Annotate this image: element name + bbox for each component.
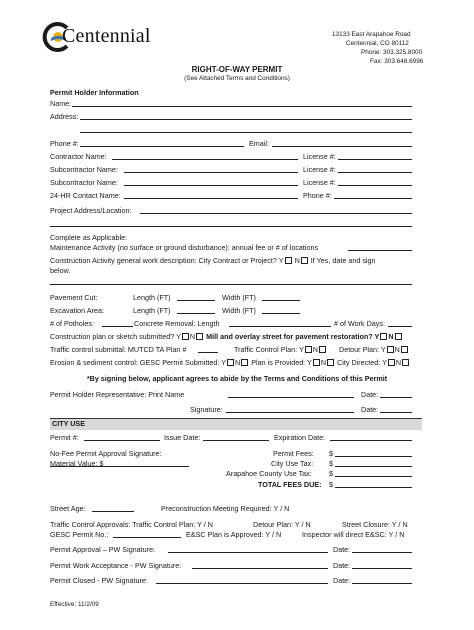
excavation-width-label: Width (FT) — [222, 306, 256, 315]
total-fees-field[interactable] — [335, 487, 412, 488]
print-name-field[interactable] — [228, 397, 354, 398]
work-days-field[interactable] — [388, 326, 412, 327]
pavement-length-label: Length (FT) — [133, 293, 171, 302]
address-field-2[interactable] — [80, 132, 412, 133]
email-label: Email: — [249, 139, 269, 148]
no-fee-signature-label: No-Fee Permit Approval Signature: — [50, 449, 162, 458]
acceptance-signature-label: Permit Work Acceptance - PW Signature: — [50, 561, 182, 570]
maintenance-label: Maintenance Activity (no surface or ground disturbance): annual fee or # of locations — [50, 243, 319, 252]
street-closure-label: Street Closure: Y / N — [342, 520, 408, 529]
acceptance-signature-field[interactable] — [192, 568, 328, 569]
permit-fees-field[interactable] — [335, 456, 412, 457]
mill-yes-checkbox[interactable] — [380, 333, 387, 340]
address-label: Address: — [50, 112, 79, 121]
pavement-width-field[interactable] — [262, 300, 300, 301]
street-age-label: Street Age: — [50, 504, 86, 513]
acceptance-date-field[interactable] — [352, 568, 412, 569]
traffic-plan-yes-checkbox[interactable] — [305, 346, 312, 353]
holder-section-heading: Permit Holder Information — [50, 88, 139, 97]
construction-description-field[interactable] — [50, 284, 412, 285]
permit-no-label: Permit #: — [50, 433, 79, 442]
project-address-label: Project Address/Location: — [50, 206, 132, 215]
concrete-removal-label: Concrete Removal: Length — [134, 319, 220, 328]
potholes-label: # of Potholes: — [50, 319, 94, 328]
logo-text: Centennial — [62, 25, 151, 47]
contact-phone-field[interactable] — [334, 198, 412, 199]
expiration-date-field[interactable] — [330, 440, 412, 441]
pavement-length-field[interactable] — [177, 300, 215, 301]
issue-date-field[interactable] — [203, 440, 269, 441]
contact-24hr-label: 24-HR Contact Name: — [50, 191, 121, 200]
subcontractor-label: Subcontractor Name: — [50, 165, 118, 174]
construction-label: Construction Activity general work description: City Contract or Project? Y N If Yes, date and sign — [50, 256, 376, 265]
subcontractor-2-label: Subcontractor Name: — [50, 178, 118, 187]
approval-signature-label: Permit Approval – PW Signature: — [50, 545, 156, 554]
holder-rep-label: Permit Holder Representative: Print Name — [50, 390, 185, 399]
expiration-date-label: Expiration Date: — [274, 433, 326, 442]
permit-no-field[interactable] — [84, 440, 160, 441]
work-days-label: # of Work Days: — [334, 319, 385, 328]
effective-date: Effective: 11/2/09 — [50, 601, 99, 608]
use-tax-dollar: $ — [329, 459, 333, 468]
phone-field[interactable] — [80, 146, 244, 147]
name-label: Name: — [50, 99, 72, 108]
issue-date-label: Issue Date: — [164, 433, 201, 442]
inspector-label: Inspector will direct E&SC: Y / N — [302, 530, 405, 539]
excavation-area-label: Excavation Area: — [50, 306, 104, 315]
project-address-field[interactable] — [140, 213, 412, 214]
signature-date-field[interactable] — [380, 412, 412, 413]
signature-label: Signature: — [190, 405, 223, 414]
address-fax: Fax: 303.648.6996 — [370, 58, 424, 65]
detour-no-checkbox[interactable] — [401, 346, 408, 353]
county-tax-label: Arapahoe County Use Tax: — [226, 469, 312, 478]
contact-phone-label: Phone #: — [303, 191, 332, 200]
subcontractor-field[interactable] — [124, 172, 298, 173]
traffic-control-label: Traffic control submittal: MUTCD TA Plan # — [50, 345, 187, 354]
address-field[interactable] — [80, 119, 412, 120]
gesc-yes-checkbox[interactable] — [227, 359, 234, 366]
subcontractor-2-license-field[interactable] — [338, 185, 412, 186]
city-directed-no-checkbox[interactable] — [402, 359, 409, 366]
plan-no-checkbox[interactable] — [196, 333, 203, 340]
excavation-width-field[interactable] — [262, 313, 300, 314]
pavement-width-label: Width (FT) — [222, 293, 256, 302]
subcontractor-2-license-label: License #: — [303, 178, 336, 187]
use-tax-field[interactable] — [335, 466, 412, 467]
closed-signature-field[interactable] — [156, 583, 328, 584]
tc-approvals-label: Traffic Control Approvals: Traffic Control Plan: Y / N — [50, 520, 213, 529]
construction-below: below. — [50, 266, 71, 275]
gesc-permit-label: GESC Permit No.: — [50, 530, 109, 539]
holder-date-label: Date: — [361, 390, 379, 399]
maintenance-field[interactable] — [348, 250, 412, 251]
ta-plan-field[interactable] — [198, 352, 218, 353]
signature-field[interactable] — [226, 412, 354, 413]
material-value-field[interactable] — [111, 466, 189, 467]
approval-date-label: Date: — [333, 545, 351, 554]
plan-provided-no-checkbox[interactable] — [327, 359, 334, 366]
contractor-field[interactable] — [112, 159, 298, 160]
excavation-length-label: Length (FT) — [133, 306, 171, 315]
material-value-label: Material Value: $ — [50, 459, 104, 468]
address-line-1: 13133 East Arapahoe Road — [332, 31, 411, 38]
pavement-cut-label: Pavement Cut: — [50, 293, 98, 302]
permit-fees-label: Permit Fees: — [273, 449, 314, 458]
total-fees-dollar: $ — [329, 480, 333, 489]
subcontractor-license-label: License #: — [303, 165, 336, 174]
email-field[interactable] — [272, 146, 412, 147]
contractor-label: Contractor Name: — [50, 152, 107, 161]
approval-date-field[interactable] — [352, 552, 412, 553]
total-fees-label: TOTAL FEES DUE: — [258, 480, 322, 489]
project-address-field-2[interactable] — [50, 226, 412, 227]
city-use-heading: CITY USE — [52, 419, 86, 428]
approval-signature-field[interactable] — [168, 552, 328, 553]
esc-plan-label: E&SC Plan is Approved: Y / N — [186, 530, 282, 539]
subcontractor-license-field[interactable] — [338, 172, 412, 173]
city-contract-no-checkbox[interactable] — [301, 257, 308, 264]
plan-submitted-label: Construction plan or sketch submitted? Y N Mill and overlay street for pavement restoration? Y N — [50, 332, 403, 341]
detour-plan-label: Detour Plan: Y N — [339, 345, 409, 354]
mill-no-checkbox[interactable] — [395, 333, 402, 340]
acceptance-date-label: Date: — [333, 561, 351, 570]
closed-date-field[interactable] — [352, 583, 412, 584]
agreement-statement: *By signing below, applicant agrees to abide by the Terms and Conditions of this Permit — [86, 374, 388, 383]
precon-meeting-label: Preconstruction Meeting Required: Y / N — [161, 504, 290, 513]
contact-24hr-field[interactable] — [124, 198, 298, 199]
plan-provided-yes-checkbox[interactable] — [313, 359, 320, 366]
traffic-plan-no-checkbox[interactable] — [319, 346, 326, 353]
city-use-bar — [50, 418, 422, 430]
holder-date-field[interactable] — [380, 397, 412, 398]
complete-as-applicable: Complete as Applicable: — [50, 233, 128, 242]
city-contract-yes-checkbox[interactable] — [285, 257, 292, 264]
phone-label: Phone #: — [50, 139, 79, 148]
address-line-2: Centennial, CO 80112 — [346, 40, 409, 47]
use-tax-label: City Use Tax: — [271, 459, 314, 468]
subcontractor-2-field[interactable] — [124, 185, 298, 186]
contractor-license-field[interactable] — [338, 159, 412, 160]
county-tax-field[interactable] — [335, 476, 412, 477]
form-title: RIGHT-OF-WAY PERMIT — [191, 65, 283, 74]
potholes-field[interactable] — [102, 326, 133, 327]
contractor-license-label: License #: — [303, 152, 336, 161]
city-directed-yes-checkbox[interactable] — [388, 359, 395, 366]
closed-signature-label: Permit Closed - PW Signature: — [50, 576, 148, 585]
erosion-label: Erosion & sediment control: GESC Permit Submitted: Y N Plan is Provided: Y N City Directed: Y N — [50, 358, 410, 367]
detour-plan-approval-label: Detour Plan: Y / N — [253, 520, 311, 529]
gesc-no-checkbox[interactable] — [241, 359, 248, 366]
address-phone: Phone: 303.325.8000 — [361, 49, 423, 56]
excavation-length-field[interactable] — [177, 313, 215, 314]
form-subtitle: (See Attached Terms and Conditions) — [184, 75, 290, 82]
plan-yes-checkbox[interactable] — [182, 333, 189, 340]
gesc-permit-field[interactable] — [113, 537, 181, 538]
county-tax-dollar: $ — [329, 469, 333, 478]
signature-date-label: Date: — [361, 405, 379, 414]
concrete-removal-field[interactable] — [229, 326, 331, 327]
name-field[interactable] — [72, 106, 412, 107]
detour-yes-checkbox[interactable] — [387, 346, 394, 353]
traffic-plan-label: Traffic Control Plan: Y N — [234, 345, 327, 354]
closed-date-label: Date: — [333, 576, 351, 585]
permit-fees-dollar: $ — [329, 449, 333, 458]
street-age-field[interactable] — [92, 511, 134, 512]
